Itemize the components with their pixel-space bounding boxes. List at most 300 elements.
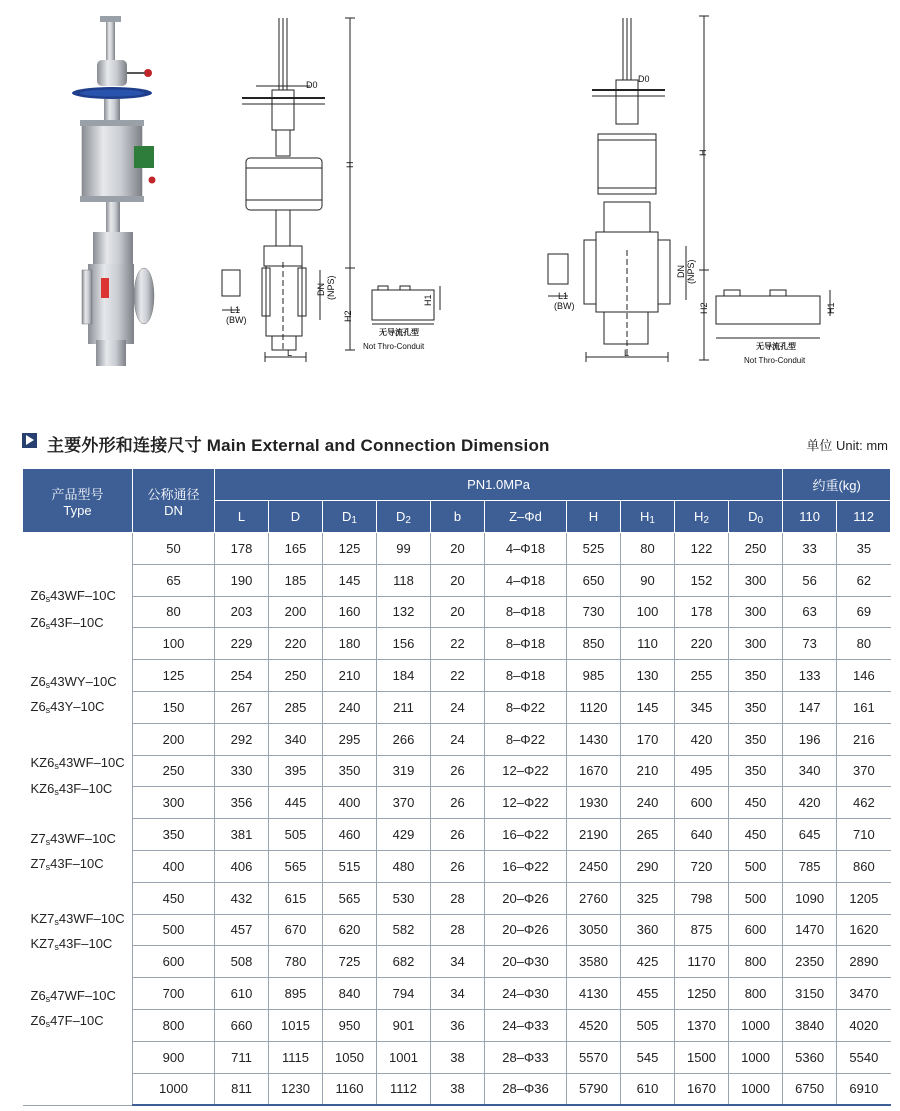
table-cell: 432 bbox=[215, 882, 269, 914]
table-cell: 340 bbox=[783, 755, 837, 787]
table-cell: 1115 bbox=[269, 1041, 323, 1073]
table-cell: 196 bbox=[783, 723, 837, 755]
type-suffix: 43WF–10C bbox=[50, 831, 116, 846]
right-dim-bw: (BW) bbox=[554, 301, 575, 311]
left-dim-dn: DN bbox=[316, 283, 326, 296]
table-cell: 360 bbox=[621, 914, 675, 946]
header-type bbox=[23, 469, 133, 533]
table-cell: 145 bbox=[621, 691, 675, 723]
table-cell: 145 bbox=[323, 564, 377, 596]
table-row bbox=[23, 755, 891, 787]
valve-drawings bbox=[0, 0, 900, 400]
table-cell: 1001 bbox=[377, 1041, 431, 1073]
table-cell: 146 bbox=[837, 660, 891, 692]
left-dim-d0: D0 bbox=[306, 80, 318, 90]
table-cell: 1050 bbox=[323, 1041, 377, 1073]
table-cell: 1160 bbox=[323, 1073, 377, 1105]
table-cell: 185 bbox=[269, 564, 323, 596]
table-cell: 1120 bbox=[567, 691, 621, 723]
table-cell: 462 bbox=[837, 787, 891, 819]
table-cell: 800 bbox=[729, 946, 783, 978]
dn-cell: 100 bbox=[133, 628, 215, 660]
table-cell: 33 bbox=[783, 533, 837, 565]
table-cell: 8–Φ18 bbox=[485, 628, 567, 660]
type-subscript: s bbox=[54, 787, 59, 797]
table-cell: 582 bbox=[377, 914, 431, 946]
table-cell: 1015 bbox=[269, 1009, 323, 1041]
header-col-d1-base: D bbox=[342, 509, 352, 524]
type-prefix: KZ7 bbox=[30, 911, 55, 926]
type-suffix: 43WF–10C bbox=[58, 911, 125, 926]
header-dn bbox=[133, 469, 215, 533]
table-cell: 350 bbox=[729, 691, 783, 723]
type-subscript: s bbox=[45, 1019, 51, 1029]
table-cell: 1470 bbox=[783, 914, 837, 946]
table-cell: 36 bbox=[431, 1009, 485, 1041]
type-subscript: s bbox=[54, 942, 59, 952]
table-cell: 711 bbox=[215, 1041, 269, 1073]
dn-cell: 150 bbox=[133, 691, 215, 723]
table-cell: 300 bbox=[729, 564, 783, 596]
type-subscript: s bbox=[54, 761, 59, 771]
type-prefix: KZ6 bbox=[30, 781, 55, 796]
table-cell: 8–Φ18 bbox=[485, 660, 567, 692]
header-dn-en: DN bbox=[164, 502, 183, 518]
type-suffix: 43F–10C bbox=[50, 615, 104, 630]
right-dim-dn: DN bbox=[676, 265, 686, 278]
table-cell: 670 bbox=[269, 914, 323, 946]
left-dim-h: H bbox=[345, 161, 355, 168]
table-cell: 190 bbox=[215, 564, 269, 596]
table-cell: 645 bbox=[783, 819, 837, 851]
table-row bbox=[23, 723, 891, 755]
table-cell: 250 bbox=[269, 660, 323, 692]
type-prefix: KZ6 bbox=[30, 755, 55, 770]
table-cell: 3580 bbox=[567, 946, 621, 978]
table-cell: 5570 bbox=[567, 1041, 621, 1073]
header-col-h1-sub: 1 bbox=[649, 515, 655, 526]
table-cell: 345 bbox=[675, 691, 729, 723]
table-cell: 395 bbox=[269, 755, 323, 787]
dn-cell: 450 bbox=[133, 882, 215, 914]
dn-cell: 125 bbox=[133, 660, 215, 692]
table-cell: 794 bbox=[377, 978, 431, 1010]
table-cell: 1000 bbox=[729, 1009, 783, 1041]
table-cell: 118 bbox=[377, 564, 431, 596]
table-cell: 266 bbox=[377, 723, 431, 755]
table-row bbox=[23, 914, 891, 946]
table-cell: 178 bbox=[215, 533, 269, 565]
valve-photo bbox=[72, 16, 156, 366]
table-cell: 178 bbox=[675, 596, 729, 628]
table-cell: 180 bbox=[323, 628, 377, 660]
table-cell: 2760 bbox=[567, 882, 621, 914]
table-cell: 100 bbox=[621, 596, 675, 628]
table-cell: 80 bbox=[837, 628, 891, 660]
table-cell: 600 bbox=[729, 914, 783, 946]
type-label bbox=[31, 674, 117, 689]
table-cell: 8–Φ18 bbox=[485, 596, 567, 628]
header-col-w110: 110 bbox=[783, 501, 837, 533]
table-cell: 650 bbox=[567, 564, 621, 596]
table-cell: 56 bbox=[783, 564, 837, 596]
table-cell: 20 bbox=[431, 596, 485, 628]
dn-cell: 300 bbox=[133, 787, 215, 819]
table-cell: 170 bbox=[621, 723, 675, 755]
type-prefix: Z7 bbox=[30, 856, 46, 871]
table-cell: 147 bbox=[783, 691, 837, 723]
table-cell: 3050 bbox=[567, 914, 621, 946]
type-label bbox=[31, 699, 105, 714]
type-suffix: 43F–10C bbox=[58, 781, 113, 796]
table-cell: 875 bbox=[675, 914, 729, 946]
table-cell: 26 bbox=[431, 787, 485, 819]
table-cell: 12–Φ22 bbox=[485, 755, 567, 787]
table-cell: 381 bbox=[215, 819, 269, 851]
table-cell: 610 bbox=[621, 1073, 675, 1105]
table-cell: 565 bbox=[269, 850, 323, 882]
dn-cell: 200 bbox=[133, 723, 215, 755]
table-cell: 8–Φ22 bbox=[485, 691, 567, 723]
table-cell: 530 bbox=[377, 882, 431, 914]
header-col-h: H bbox=[567, 501, 621, 533]
table-cell: 356 bbox=[215, 787, 269, 819]
table-cell: 480 bbox=[377, 850, 431, 882]
table-cell: 429 bbox=[377, 819, 431, 851]
type-label bbox=[31, 936, 113, 951]
table-row bbox=[23, 596, 891, 628]
table-cell: 20 bbox=[431, 533, 485, 565]
header-col-d0-sub: 0 bbox=[757, 515, 764, 526]
table-cell: 5540 bbox=[837, 1041, 891, 1073]
table-cell: 565 bbox=[323, 882, 377, 914]
table-cell: 38 bbox=[431, 1041, 485, 1073]
table-cell: 5790 bbox=[567, 1073, 621, 1105]
table-cell: 255 bbox=[675, 660, 729, 692]
dn-cell: 1000 bbox=[133, 1073, 215, 1105]
table-cell: 1205 bbox=[837, 882, 891, 914]
table-cell: 20–Φ26 bbox=[485, 882, 567, 914]
dimension-table bbox=[22, 468, 891, 1106]
type-cell bbox=[23, 533, 133, 1106]
type-suffix: 43Y–10C bbox=[50, 699, 105, 714]
table-cell: 35 bbox=[837, 533, 891, 565]
header-col-h2 bbox=[675, 501, 729, 533]
table-cell: 26 bbox=[431, 819, 485, 851]
table-cell: 725 bbox=[323, 946, 377, 978]
table-row bbox=[23, 660, 891, 692]
table-cell: 1670 bbox=[567, 755, 621, 787]
right-variant-cn: 无导流孔型 bbox=[756, 342, 796, 351]
table-cell: 122 bbox=[675, 533, 729, 565]
table-cell: 600 bbox=[675, 787, 729, 819]
table-cell: 4–Φ18 bbox=[485, 564, 567, 596]
header-type-en: Type bbox=[63, 502, 92, 518]
table-cell: 240 bbox=[323, 691, 377, 723]
table-row bbox=[23, 564, 891, 596]
table-cell: 20–Φ26 bbox=[485, 914, 567, 946]
table-cell: 240 bbox=[621, 787, 675, 819]
table-row bbox=[23, 628, 891, 660]
table-cell: 3840 bbox=[783, 1009, 837, 1041]
table-cell: 152 bbox=[675, 564, 729, 596]
table-cell: 780 bbox=[269, 946, 323, 978]
table-cell: 445 bbox=[269, 787, 323, 819]
type-subscript: s bbox=[54, 917, 59, 927]
table-row bbox=[23, 533, 891, 565]
table-cell: 340 bbox=[269, 723, 323, 755]
table-cell: 22 bbox=[431, 628, 485, 660]
table-cell: 785 bbox=[783, 850, 837, 882]
table-cell: 1000 bbox=[729, 1041, 783, 1073]
left-dim-bw: (BW) bbox=[226, 315, 247, 325]
table-cell: 350 bbox=[729, 723, 783, 755]
drawings-area bbox=[0, 0, 900, 400]
table-cell: 2350 bbox=[783, 946, 837, 978]
table-cell: 1090 bbox=[783, 882, 837, 914]
table-cell: 267 bbox=[215, 691, 269, 723]
right-dim-l1: L1 bbox=[558, 291, 569, 301]
header-col-d1 bbox=[323, 501, 377, 533]
type-subscript: s bbox=[45, 862, 51, 872]
table-cell: 525 bbox=[567, 533, 621, 565]
table-cell: 285 bbox=[269, 691, 323, 723]
table-cell: 265 bbox=[621, 819, 675, 851]
table-cell: 1170 bbox=[675, 946, 729, 978]
section-title: 主要外形和连接尺寸 Main External and Connection Dimension bbox=[47, 436, 550, 455]
header-col-w112: 112 bbox=[837, 501, 891, 533]
type-subscript: s bbox=[45, 621, 51, 631]
table-cell: 160 bbox=[323, 596, 377, 628]
table-cell: 811 bbox=[215, 1073, 269, 1105]
table-cell: 211 bbox=[377, 691, 431, 723]
table-cell: 1620 bbox=[837, 914, 891, 946]
table-cell: 950 bbox=[323, 1009, 377, 1041]
table-cell: 450 bbox=[729, 819, 783, 851]
table-cell: 133 bbox=[783, 660, 837, 692]
table-cell: 1670 bbox=[675, 1073, 729, 1105]
type-suffix: 43F–10C bbox=[50, 856, 104, 871]
table-cell: 2890 bbox=[837, 946, 891, 978]
table-cell: 985 bbox=[567, 660, 621, 692]
table-cell: 62 bbox=[837, 564, 891, 596]
table-cell: 610 bbox=[215, 978, 269, 1010]
table-cell: 508 bbox=[215, 946, 269, 978]
table-cell: 895 bbox=[269, 978, 323, 1010]
table-cell: 660 bbox=[215, 1009, 269, 1041]
table-cell: 24–Φ33 bbox=[485, 1009, 567, 1041]
type-label bbox=[31, 856, 104, 871]
right-dim-h2: H2 bbox=[699, 302, 709, 314]
type-subscript: s bbox=[45, 705, 51, 715]
type-label bbox=[31, 588, 116, 603]
table-cell: 682 bbox=[377, 946, 431, 978]
type-label bbox=[31, 755, 125, 770]
play-arrow-icon bbox=[22, 433, 37, 448]
table-cell: 22 bbox=[431, 660, 485, 692]
table-cell: 8–Φ22 bbox=[485, 723, 567, 755]
table-cell: 203 bbox=[215, 596, 269, 628]
table-cell: 4520 bbox=[567, 1009, 621, 1041]
table-cell: 2450 bbox=[567, 850, 621, 882]
header-col-d2-sub: 2 bbox=[405, 515, 411, 526]
table-cell: 350 bbox=[323, 755, 377, 787]
right-dim-l: L bbox=[624, 348, 630, 358]
table-cell: 460 bbox=[323, 819, 377, 851]
table-cell: 300 bbox=[729, 628, 783, 660]
table-cell: 1430 bbox=[567, 723, 621, 755]
table-cell: 300 bbox=[729, 596, 783, 628]
dn-cell: 700 bbox=[133, 978, 215, 1010]
header-col-d2 bbox=[377, 501, 431, 533]
dn-cell: 900 bbox=[133, 1041, 215, 1073]
right-drawing bbox=[548, 16, 830, 362]
type-label bbox=[31, 831, 116, 846]
left-variant-cn: 无导流孔型 bbox=[379, 328, 419, 337]
table-cell: 12–Φ22 bbox=[485, 787, 567, 819]
table-cell: 28 bbox=[431, 914, 485, 946]
left-variant-en: Not Thro-Conduit bbox=[363, 342, 425, 351]
type-subscript: s bbox=[45, 594, 51, 604]
table-cell: 28–Φ33 bbox=[485, 1041, 567, 1073]
table-cell: 319 bbox=[377, 755, 431, 787]
type-label bbox=[31, 988, 116, 1003]
table-cell: 1000 bbox=[729, 1073, 783, 1105]
table-cell: 200 bbox=[269, 596, 323, 628]
type-subscript: s bbox=[45, 837, 51, 847]
table-cell: 3150 bbox=[783, 978, 837, 1010]
header-type-cn: 产品型号 bbox=[51, 486, 104, 502]
table-cell: 370 bbox=[377, 787, 431, 819]
table-cell: 420 bbox=[675, 723, 729, 755]
type-prefix: Z6 bbox=[30, 988, 46, 1003]
dn-cell: 800 bbox=[133, 1009, 215, 1041]
table-cell: 24–Φ30 bbox=[485, 978, 567, 1010]
table-cell: 4020 bbox=[837, 1009, 891, 1041]
header-pressure: PN1.0MPa bbox=[215, 469, 783, 501]
table-cell: 26 bbox=[431, 850, 485, 882]
type-prefix: Z6 bbox=[30, 674, 46, 689]
header-col-h2-base: H bbox=[694, 509, 704, 524]
table-cell: 16–Φ22 bbox=[485, 819, 567, 851]
header-col-h2-sub: 2 bbox=[703, 515, 709, 526]
table-cell: 220 bbox=[675, 628, 729, 660]
header-dn-cn: 公称通径 bbox=[147, 486, 200, 502]
table-cell: 80 bbox=[621, 533, 675, 565]
table-cell: 500 bbox=[729, 850, 783, 882]
type-suffix: 43F–10C bbox=[58, 936, 113, 951]
type-label bbox=[31, 1013, 104, 1028]
right-variant-en: Not Thro-Conduit bbox=[744, 356, 806, 365]
header-col-h1-base: H bbox=[640, 509, 650, 524]
table-row bbox=[23, 946, 891, 978]
table-cell: 901 bbox=[377, 1009, 431, 1041]
table-cell: 1230 bbox=[269, 1073, 323, 1105]
table-cell: 3470 bbox=[837, 978, 891, 1010]
table-cell: 26 bbox=[431, 755, 485, 787]
table-cell: 1930 bbox=[567, 787, 621, 819]
table-cell: 254 bbox=[215, 660, 269, 692]
table-cell: 210 bbox=[621, 755, 675, 787]
table-row bbox=[23, 882, 891, 914]
table-cell: 63 bbox=[783, 596, 837, 628]
dn-cell: 400 bbox=[133, 850, 215, 882]
table-cell: 1370 bbox=[675, 1009, 729, 1041]
table-cell: 125 bbox=[323, 533, 377, 565]
type-prefix: KZ7 bbox=[30, 936, 55, 951]
table-cell: 184 bbox=[377, 660, 431, 692]
table-cell: 6750 bbox=[783, 1073, 837, 1105]
table-cell: 34 bbox=[431, 946, 485, 978]
left-dim-nps: (NPS) bbox=[326, 275, 336, 300]
table-cell: 90 bbox=[621, 564, 675, 596]
header-col-d0 bbox=[729, 501, 783, 533]
left-dim-l: L bbox=[287, 348, 293, 358]
right-dim-h1: H1 bbox=[826, 302, 836, 314]
left-dim-h1: H1 bbox=[423, 294, 433, 306]
table-cell: 220 bbox=[269, 628, 323, 660]
table-cell: 24 bbox=[431, 723, 485, 755]
left-drawing bbox=[222, 18, 440, 362]
unit-label: 单位 Unit: mm bbox=[806, 438, 888, 453]
header-col-d2-base: D bbox=[396, 509, 406, 524]
type-subscript: s bbox=[45, 680, 51, 690]
table-cell: 6910 bbox=[837, 1073, 891, 1105]
table-row bbox=[23, 1041, 891, 1073]
header-col-d0-base: D bbox=[748, 509, 758, 524]
table-cell: 28–Φ36 bbox=[485, 1073, 567, 1105]
left-dim-h2: H2 bbox=[343, 310, 353, 322]
table-cell: 406 bbox=[215, 850, 269, 882]
table-cell: 216 bbox=[837, 723, 891, 755]
table-cell: 370 bbox=[837, 755, 891, 787]
table-cell: 400 bbox=[323, 787, 377, 819]
header-col-z-phi-d: Z–Φd bbox=[485, 501, 567, 533]
dn-cell: 80 bbox=[133, 596, 215, 628]
right-dim-d0: D0 bbox=[638, 74, 650, 84]
header-col-d: D bbox=[269, 501, 323, 533]
table-cell: 156 bbox=[377, 628, 431, 660]
table-cell: 292 bbox=[215, 723, 269, 755]
left-dim-l1: L1 bbox=[230, 305, 241, 315]
header-col-h1 bbox=[621, 501, 675, 533]
table-cell: 130 bbox=[621, 660, 675, 692]
table-cell: 505 bbox=[621, 1009, 675, 1041]
dn-cell: 600 bbox=[133, 946, 215, 978]
table-cell: 850 bbox=[567, 628, 621, 660]
type-prefix: Z6 bbox=[30, 1013, 46, 1028]
type-suffix: 47WF–10C bbox=[50, 988, 116, 1003]
table-cell: 2190 bbox=[567, 819, 621, 851]
table-row bbox=[23, 850, 891, 882]
dimension-table-body bbox=[23, 533, 891, 1106]
table-cell: 515 bbox=[323, 850, 377, 882]
table-cell: 350 bbox=[729, 755, 783, 787]
table-cell: 860 bbox=[837, 850, 891, 882]
table-cell: 730 bbox=[567, 596, 621, 628]
table-cell: 420 bbox=[783, 787, 837, 819]
table-cell: 69 bbox=[837, 596, 891, 628]
table-cell: 615 bbox=[269, 882, 323, 914]
type-label bbox=[31, 781, 113, 796]
dn-cell: 50 bbox=[133, 533, 215, 565]
type-suffix: 47F–10C bbox=[50, 1013, 104, 1028]
type-prefix: Z6 bbox=[30, 615, 46, 630]
table-cell: 840 bbox=[323, 978, 377, 1010]
table-cell: 545 bbox=[621, 1041, 675, 1073]
table-cell: 4130 bbox=[567, 978, 621, 1010]
table-cell: 250 bbox=[729, 533, 783, 565]
